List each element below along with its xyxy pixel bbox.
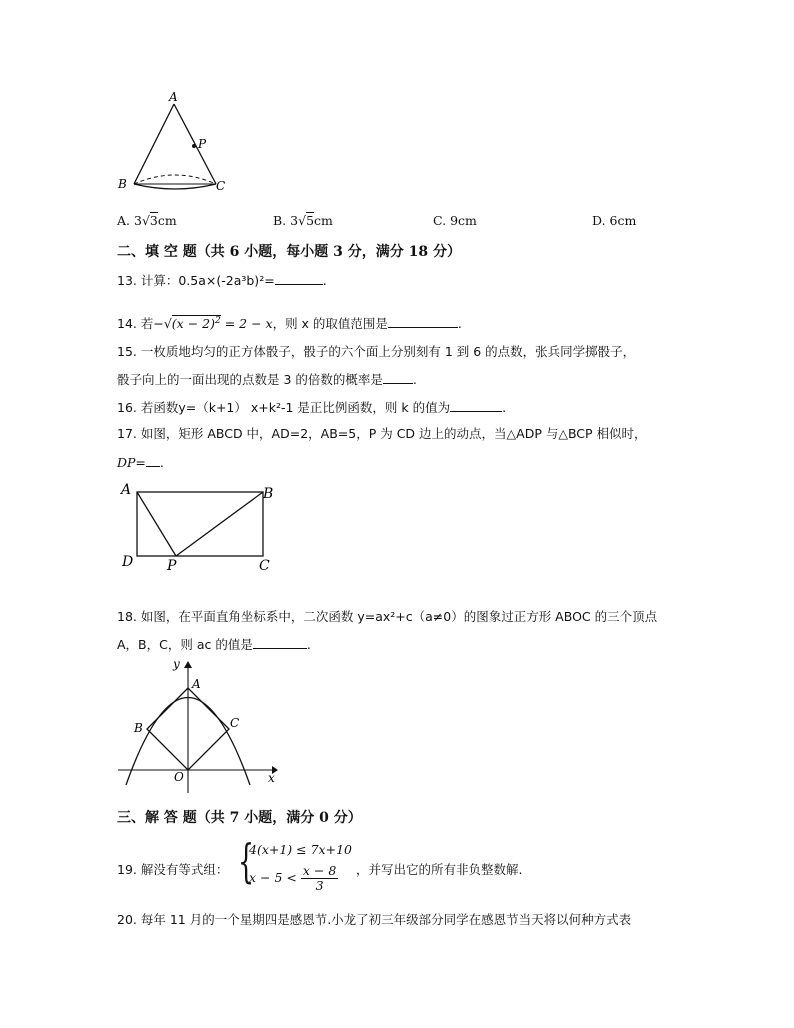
brace: {	[238, 834, 255, 888]
inequality-1: 4(x+1) ≤ 7x+10	[249, 842, 352, 857]
label-c: C	[230, 716, 240, 730]
inequality-2: x − 5 < $\frac{x - 8}{3}$	[249, 863, 337, 893]
cone-edge-ac	[174, 104, 216, 184]
section-2-title: 二、填 空 题（共 6 小题，每小题 3 分，满分 18 分）	[117, 244, 461, 260]
answer-blank-16[interactable]	[450, 399, 502, 412]
rect-label-b: B	[263, 486, 274, 502]
cone-base-back	[134, 175, 216, 184]
option-b[interactable]: B. 3√5cm	[273, 213, 333, 228]
cone-label-b: B	[118, 177, 127, 191]
question-17-line2: DP= .	[117, 455, 164, 470]
label-o: O	[174, 770, 184, 784]
rect-label-d: D	[122, 554, 134, 570]
cone-label-p: P	[198, 137, 207, 151]
label-b: B	[134, 721, 143, 735]
answer-blank-18[interactable]	[253, 636, 307, 649]
label-y: y	[173, 657, 180, 671]
question-18-line1: 18. 如图，在平面直角坐标系中，二次函数 y=ax²+c（a≠0）的图象过正方形 ABOC 的三个顶点	[117, 609, 658, 624]
fraction: $\frac{x - 8}{3}$	[302, 863, 337, 893]
rect-label-c: C	[259, 558, 270, 574]
option-c[interactable]: C. 9cm	[433, 213, 477, 228]
question-13: 13. 计算：0.5a×(-2a³b)²= .	[117, 273, 327, 288]
label-a: A	[192, 677, 201, 691]
question-15-line2: 骰子向上的一面出现的点数是 3 的倍数的概率是 .	[117, 372, 417, 387]
question-19-prefix: 19. 解没有等式组：	[117, 862, 229, 877]
rectangle-figure	[112, 478, 292, 576]
sqrt-symbol: √	[298, 213, 307, 228]
y-axis-arrow	[184, 661, 192, 668]
point-p	[192, 144, 196, 148]
answer-blank-14[interactable]	[388, 315, 458, 328]
sqrt-symbol: √	[141, 213, 150, 228]
option-d[interactable]: D. 6cm	[592, 213, 637, 228]
cone-base-front	[134, 184, 216, 189]
segment-ap	[137, 492, 176, 556]
cone-edge-ab	[134, 104, 174, 184]
segment-bp	[176, 492, 263, 556]
rect-label-p: P	[167, 558, 177, 574]
cone-label-a: A	[169, 90, 178, 104]
parabola-figure	[112, 655, 287, 795]
option-a[interactable]: A. 3√3cm	[117, 213, 177, 228]
question-20: 20. 每年 11 月的一个星期四是感恩节.小龙了初三年级部分同学在感恩节当天将以何种方式表	[117, 912, 632, 927]
label-x: x	[268, 771, 275, 785]
answer-blank-15[interactable]	[383, 371, 413, 384]
question-19-suffix: ，并写出它的所有非负整数解.	[356, 862, 523, 877]
question-15-line1: 15. 一枚质地均匀的正方体骰子，骰子的六个面上分别刻有 1 到 6 的点数，张兵同学掷骰子，	[117, 344, 636, 359]
rect-label-a: A	[121, 482, 132, 498]
question-18-line2: A，B，C，则 ac 的值是 .	[117, 637, 311, 652]
sqrt-symbol: √	[163, 316, 172, 332]
answer-blank-17[interactable]	[146, 454, 160, 467]
question-17-line1: 17. 如图，矩形 ABCD 中，AD=2，AB=5，P 为 CD 边上的动点，当△ADP 与△BCP 相似时，	[117, 426, 647, 441]
section-3-title: 三、解 答 题（共 7 小题，满分 0 分）	[117, 810, 362, 826]
cone-label-c: C	[216, 179, 226, 193]
cone-figure	[112, 90, 232, 200]
question-16: 16. 若函数y=（k+1） x+k²-1 是正比例函数，则 k 的值为 .	[117, 400, 507, 415]
question-14: 14. 若$-√(x - 2)^2 = 2 - x$，则 x 的取值范围是 .	[117, 316, 462, 332]
answer-blank-13[interactable]	[275, 272, 323, 285]
